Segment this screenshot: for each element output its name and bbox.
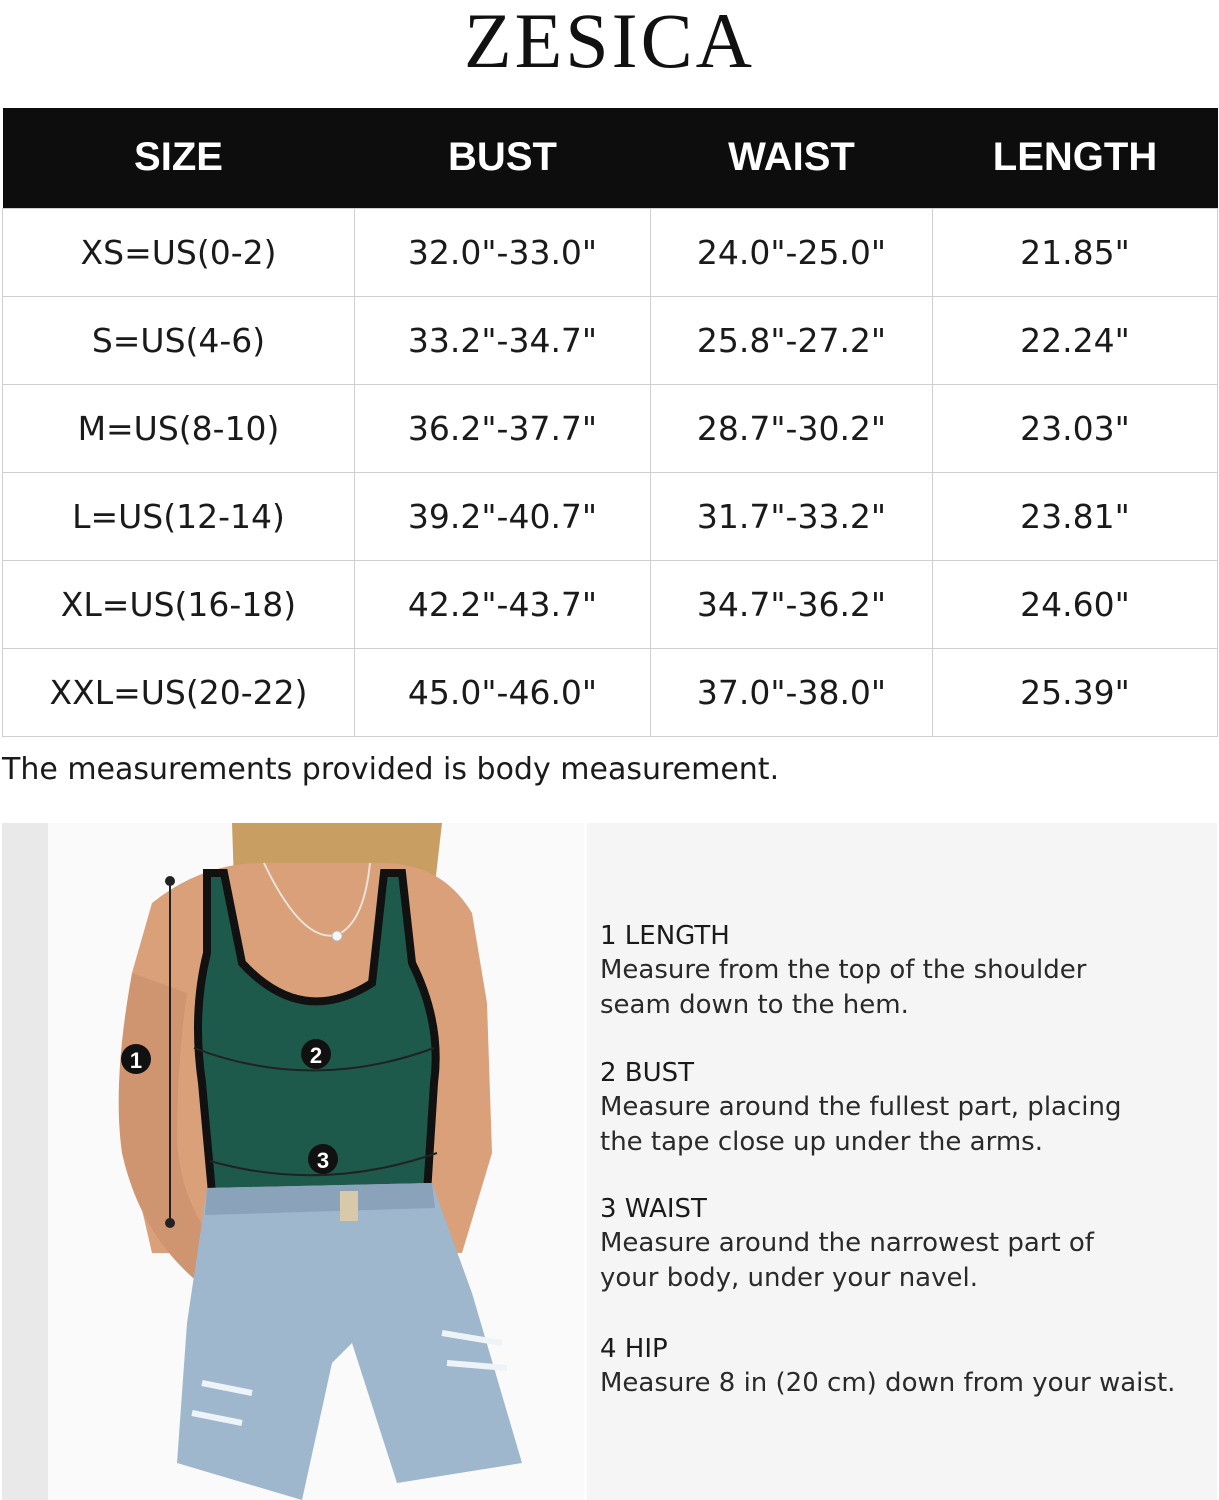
measurement-note: The measurements provided is body measurement. (2, 752, 780, 787)
model-illustration (2, 823, 584, 1500)
waist-cell: 37.0"-38.0" (651, 648, 933, 736)
guide-desc-line: Measure around the fullest part, placing (600, 1092, 1122, 1122)
guide-title: 1 LENGTH (600, 921, 730, 951)
svg-text:1: 1 (129, 1048, 143, 1073)
bust-cell: 45.0"-46.0" (355, 648, 651, 736)
size-chart-table (2, 108, 1218, 737)
bust-cell: 39.2"-40.7" (355, 472, 651, 560)
guide-item-length (600, 919, 1210, 1023)
length-cell: 22.24" (933, 296, 1218, 384)
model-photo-panel (2, 823, 584, 1500)
svg-text:3: 3 (316, 1148, 330, 1173)
length-cell: 21.85" (933, 208, 1218, 296)
size-cell: L=US(12-14) (3, 472, 355, 560)
waist-cell: 24.0"-25.0" (651, 208, 933, 296)
guide-title: 4 HIP (600, 1334, 668, 1364)
guide-title: 3 WAIST (600, 1194, 707, 1224)
length-cell: 24.60" (933, 560, 1218, 648)
table-header-row (3, 108, 1218, 208)
necklace-pendant (332, 931, 342, 941)
svg-text:2: 2 (309, 1043, 323, 1068)
guide-desc-line: your body, under your navel. (600, 1263, 978, 1293)
guide-item-waist (600, 1192, 1210, 1296)
brand-logo: ZESICA (464, 0, 755, 84)
waist-cell: 34.7"-36.2" (651, 560, 933, 648)
bust-cell: 33.2"-34.7" (355, 296, 651, 384)
guide-desc-line: Measure 8 in (20 cm) down from your waist. (600, 1368, 1176, 1398)
waist-cell: 28.7"-30.2" (651, 384, 933, 472)
table-row (3, 208, 1218, 296)
marker-1 (121, 1044, 151, 1074)
table-row (3, 384, 1218, 472)
guide-desc-line: Measure around the narrowest part of (600, 1228, 1094, 1258)
bust-cell: 42.2"-43.7" (355, 560, 651, 648)
waist-cell: 31.7"-33.2" (651, 472, 933, 560)
length-cell: 23.03" (933, 384, 1218, 472)
bust-cell: 32.0"-33.0" (355, 208, 651, 296)
table-row (3, 296, 1218, 384)
waist-cell: 25.8"-27.2" (651, 296, 933, 384)
guide-desc-line: the tape close up under the arms. (600, 1127, 1043, 1157)
table-row (3, 472, 1218, 560)
guide-desc-line: seam down to the hem. (600, 990, 909, 1020)
column-header-size: SIZE (3, 108, 355, 208)
length-cell: 25.39" (933, 648, 1218, 736)
guide-item-bust (600, 1056, 1210, 1160)
size-cell: S=US(4-6) (3, 296, 355, 384)
column-header-waist: WAIST (651, 108, 933, 208)
bust-cell: 36.2"-37.7" (355, 384, 651, 472)
marker-2 (301, 1039, 331, 1069)
length-cell: 23.81" (933, 472, 1218, 560)
size-cell: XXL=US(20-22) (3, 648, 355, 736)
column-header-bust: BUST (355, 108, 651, 208)
guide-title: 2 BUST (600, 1058, 695, 1088)
size-cell: M=US(8-10) (3, 384, 355, 472)
table-row (3, 648, 1218, 736)
size-cell: XS=US(0-2) (3, 208, 355, 296)
table-row (3, 560, 1218, 648)
measurement-guide-panel (587, 823, 1217, 1500)
guide-item-hip (600, 1332, 1210, 1401)
guide-desc-line: Measure from the top of the shoulder (600, 955, 1087, 985)
size-cell: XL=US(16-18) (3, 560, 355, 648)
marker-3 (308, 1144, 338, 1174)
column-header-length: LENGTH (933, 108, 1218, 208)
